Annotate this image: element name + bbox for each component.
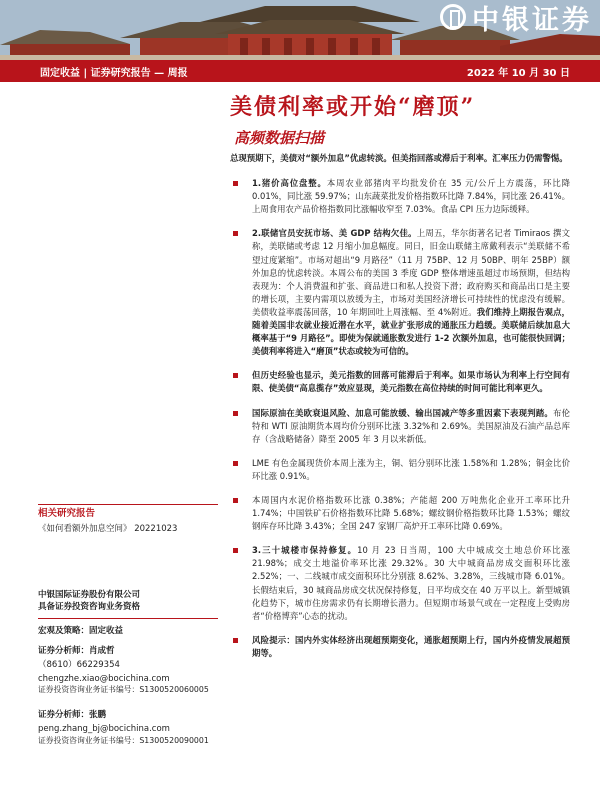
bullet-lme-metals <box>230 457 570 483</box>
bullet-lead: 风险提示： <box>252 634 296 645</box>
report-category-bar <box>0 60 600 82</box>
bullet-text: LME 有色金属现货价本周上涨为主，铜、铝分别环比涨 1.58%和 1.28%；铜金比价环比涨 0.91%。 <box>252 457 570 481</box>
bullet-fed-gdp <box>230 227 570 358</box>
division-label: 宏观及策略：固定收益 <box>38 626 124 636</box>
bullet-lead: 1.猪价高位盘整。 <box>252 178 327 189</box>
brand-name: 中银证券 <box>472 4 592 36</box>
division-divider <box>38 618 218 619</box>
analyst1-email[interactable]: chengzhe.xiao@bocichina.com <box>38 674 170 684</box>
bullet-risk-warning <box>230 634 570 660</box>
bullet-text: 10 月 23 日当周，100 大中城成交土地总价环比涨 21.98%；成交土地溢价率环比涨 29.32%。30 大中城商品房成交面积环比涨 2.52%；一、二线城市成交面积环比分别涨 8.62%、3.28%，三线城市降 6.01%。长假结束后，30 城商品房成交状况保持修复，日平均成交在 40 万平以上。新型城镇化趋势下，城市住房需求仍有长期增长潜力。但短期市场景气或在一定程度上受购房者“价格博弈”心态的扰动。 <box>252 545 570 621</box>
analyst2-name: 证券分析师：张鹏 <box>38 710 107 720</box>
analyst1-name: 证券分析师：肖成哲 <box>38 646 115 656</box>
company-qualification: 具备证券投资咨询业务资格 <box>38 602 141 612</box>
bullet-crude-oil <box>230 407 570 446</box>
report-subtitle: 高频数据扫描 <box>234 129 325 147</box>
bullet-lead: 2.联储官员安抚市场、美 GDP 结构欠佳。 <box>252 228 417 239</box>
bullet-text: 本周国内水泥价格指数环比涨 0.38%；产能超 200 万吨焦化企业开工率环比升 1.74%；中国铁矿石价格指数环比降 5.68%；螺纹钢价格指数环比降 1.53%；螺纹钢库存环比降 3.43%；全国 247 家钢厂高炉开工率环比降 0.69%。 <box>252 494 570 532</box>
report-title: 美债利率或开始“磨顶” <box>230 94 476 120</box>
bullet-lead: 3.三十城楼市保持修复。 <box>252 545 358 556</box>
analyst1-phone: （8610）66229354 <box>38 660 120 670</box>
bullet-lead: 国际原油在美欧衰退风险、加息可能放缓、输出国减产等多重因素下表现判踏。 <box>252 407 554 418</box>
bullet-domestic-industry <box>230 494 570 533</box>
header-banner <box>0 0 600 60</box>
summary-paragraph: 总现预期下，美债对“额外加息”优虑转淡。但美指回落或滞后于利率。汇率压力仍需警惕。 <box>230 153 568 163</box>
bullet-text: 国内外实体经济出现超预期变化，通胀超预期上行，国内外疫情发展超预期等。 <box>252 634 571 658</box>
bullet-text: 布伦特和 WTI 原油期货本周均价分别环比涨 3.32%和 2.69%。美国原油及石油产品总库存（含战略储备）降至 2005 年 3 月以来新低。 <box>252 407 571 444</box>
analyst2-email[interactable]: peng.zhang_bj@bocichina.com <box>38 724 170 734</box>
report-category: 固定收益 | 证券研究报告 — 周报 <box>40 67 188 79</box>
analyst2-cert: 证券投资咨询业务证书编号：S1300520090001 <box>38 736 209 745</box>
company-name: 中银国际证券股份有限公司 <box>38 590 141 600</box>
report-date: 2022 年 10 月 30 日 <box>466 67 570 79</box>
bullet-property-market <box>230 544 570 623</box>
bullet-pork-price <box>230 177 570 216</box>
related-divider <box>38 504 218 505</box>
related-report-link[interactable]: 《如何看额外加息空间》 20221023 <box>38 524 178 534</box>
bullet-text: 上周五，华尔街著名记者 Timiraos 撰文称，美联储或考虑 12 月缩小加息幅度。同日，旧金山联储主席戴利表示“美联储不希望过度紧缩”。市场对超出“9 月路径”（11 月 75BP、12 月 50BP、明年 25BP）额外加息的忧虑转淡。本周公布的美国 3 季度 GDP 整体增速虽超过市场预期，但结构表现为：个人消费温和扩张、商品进口和私人投资下滑；政府购买和商品出口是主要的增长项，主要内需项以放缓为主，市场对美国经济增长可持续性的忧虑没有缓解。美债收益率震荡回落，10 年期回吐上周涨幅、至 4%附近。 <box>252 228 570 317</box>
bullet-text: 但历史经验也显示，美元指数的回落可能滞后于利率。如果市场认为利率上行空间有限、使美债“高息揽存”效应显现，美元指数在高位持续的时间可能比利率更久。 <box>252 370 570 394</box>
report-body <box>230 152 570 671</box>
bullet-tail: 我们维持上期报告观点，随着美国非农就业接近潜在水平，就业扩张形成的通胀压力趋缓。美联储后续加息大概率基于“9 月路径”。即使为保就通胀数发进行 1-2 次额外加息，也可能很快回调；美债利率将进入“磨顶”状态或较为可信的。 <box>252 306 570 357</box>
related-heading: 相关研究报告 <box>38 508 96 519</box>
brand-logo <box>440 0 592 34</box>
bullet-text: 本周农业部猪肉平均批发价在 35 元/公斤上方震荡，环比降 0.01%，同比涨 59.97%；山东蔬菜批发价格指数环比降 7.84%，同比涨 26.41%。上周食用农产品价格指数同比涨幅收窄至 7.03%。食品 CPI 压力边际缓释。 <box>252 178 570 215</box>
bullet-dollar-index <box>230 369 570 395</box>
analyst1-cert: 证券投资咨询业务证书编号：S1300520060005 <box>38 685 209 694</box>
bank-logo-icon <box>440 4 466 30</box>
